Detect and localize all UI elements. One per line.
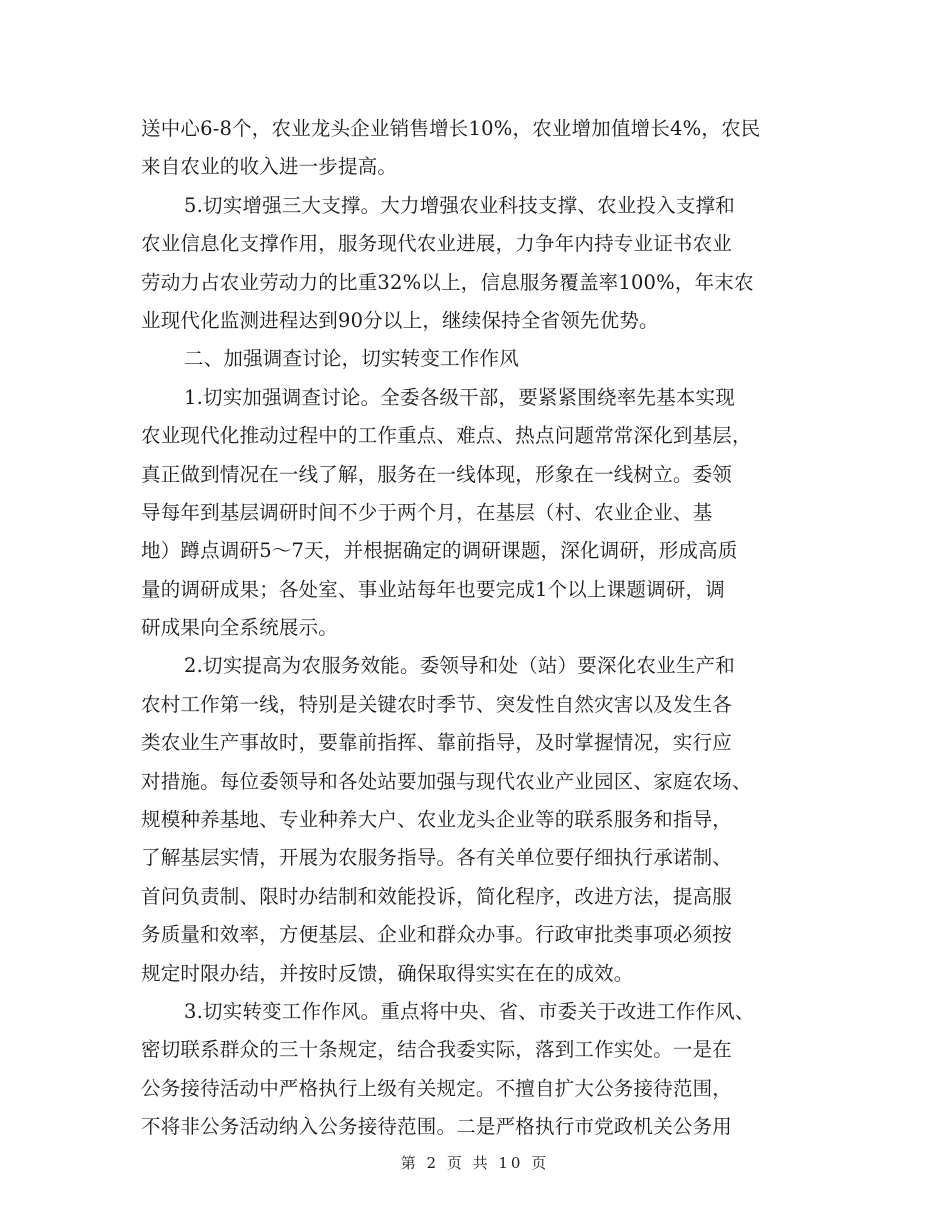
document-body [141, 110, 813, 1147]
text-line: 导每年到基层调研时间不少于两个月，在基层（村、农业企业、基 [141, 500, 713, 524]
paragraph-start-line: 2.切实提高为农服务效能。委领导和处（站）要深化农业生产和 [184, 654, 735, 678]
text-line: 地）蹲点调研5～7天，并根据确定的调研课题，深化调研，形成高质 [141, 539, 738, 563]
text-line: 量的调研成果；各处室、事业站每年也要完成1个以上课题调研，调 [141, 577, 725, 601]
text-line: 密切联系群众的三十条规定，结合我委实际，落到工作实处。一是在 [141, 1038, 733, 1062]
text-line: 首问负责制、限时办结制和效能投诉，简化程序，改进方法，提高服 [141, 884, 733, 908]
text-line: 研成果向全系统展示。 [141, 616, 339, 640]
text-line: 类农业生产事故时，要靠前指挥、靠前指导，及时掌握情况，实行应 [141, 731, 733, 755]
text-line: 对措施。每位委领导和各处站要加强与现代农业产业园区、家庭农场、 [141, 769, 752, 793]
text-line: 农业信息化支撑作用，服务现代农业进展，力争年内持专业证书农业 [141, 232, 733, 256]
text-line: 农业现代化推动过程中的工作重点、难点、热点问题常常深化到基层， [141, 424, 752, 448]
page-number-footer: 第 2 页 共 10 页 [400, 1154, 550, 1172]
text-line: 公务接待活动中严格执行上级有关规定。不擅自扩大公务接待范围， [141, 1076, 733, 1100]
paragraph-start-line: 3.切实转变工作作风。重点将中央、省、市委关于改进工作作风、 [184, 999, 755, 1023]
text-line: 务质量和效率，方便基层、企业和群众办事。行政审批类事项必须按 [141, 923, 733, 947]
text-line: 规模种养基地、专业种养大户、农业龙头企业等的联系服务和指导， [141, 808, 733, 832]
text-line: 规定时限办结，并按时反馈，确保取得实实在在的成效。 [141, 961, 634, 985]
text-line: 业现代化监测进程达到90分以上，继续保持全省领先优势。 [141, 308, 659, 332]
text-line: 不将非公务活动纳入公务接待范围。二是严格执行市党政机关公务用 [141, 1115, 733, 1139]
section-heading: 二、加强调查讨论，切实转变工作作风 [184, 347, 519, 371]
text-line: 来自农业的收入进一步提高。 [141, 155, 398, 179]
text-line: 送中心6-8个，农业龙头企业销售增长10%，农业增加值增长4%，农民 [141, 117, 761, 140]
text-line: 农村工作第一线，特别是关键农时季节、突发性自然灾害以及发生各 [141, 692, 733, 716]
text-line: 了解基层实情，开展为农服务指导。各有关单位要仔细执行承诺制、 [141, 846, 733, 870]
text-line: 劳动力占农业劳动力的比重32%以上，信息服务覆盖率100%，年末农 [141, 270, 754, 294]
paragraph-start-line: 5.切实增强三大支撑。大力增强农业科技支撑、农业投入支撑和 [184, 193, 735, 217]
paragraph-start-line: 1.切实加强调查讨论。全委各级干部，要紧紧围绕率先基本实现 [184, 385, 735, 409]
text-line: 真正做到情况在一线了解，服务在一线体现，形象在一线树立。委领 [141, 462, 733, 486]
